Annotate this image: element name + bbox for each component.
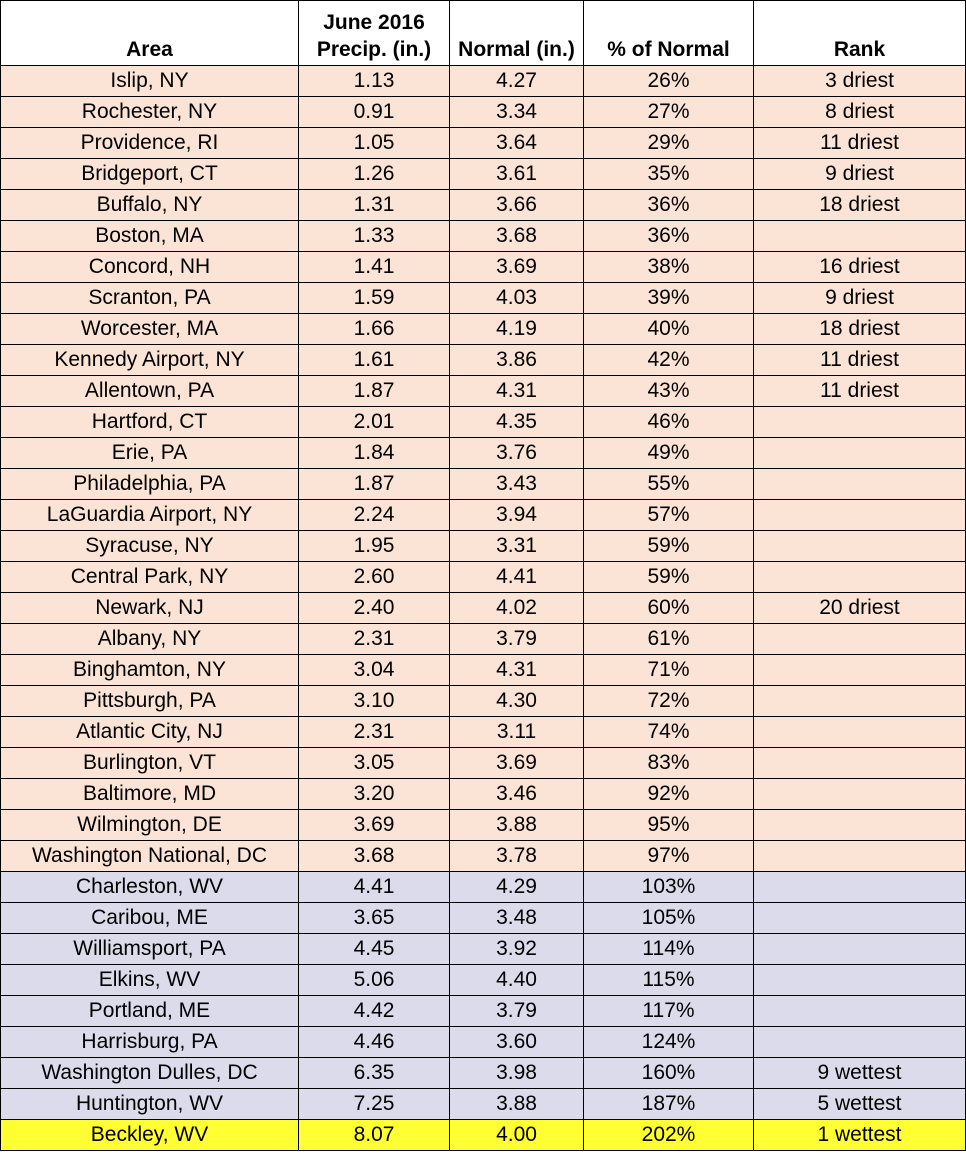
cell-pct: 160% <box>584 1058 754 1089</box>
cell-precip: 1.26 <box>299 159 450 190</box>
cell-pct: 60% <box>584 593 754 624</box>
cell-rank <box>754 903 966 934</box>
table-row <box>1 469 966 500</box>
cell-area: Albany, NY <box>1 624 299 655</box>
cell-precip: 1.95 <box>299 531 450 562</box>
header-rank: Rank <box>754 1 966 66</box>
cell-pct: 38% <box>584 252 754 283</box>
cell-area: Kennedy Airport, NY <box>1 345 299 376</box>
cell-precip: 1.84 <box>299 438 450 469</box>
cell-area: Bridgeport, CT <box>1 159 299 190</box>
cell-normal: 3.88 <box>450 810 584 841</box>
cell-precip: 1.33 <box>299 221 450 252</box>
cell-area: Erie, PA <box>1 438 299 469</box>
cell-precip: 1.41 <box>299 252 450 283</box>
cell-pct: 35% <box>584 159 754 190</box>
table-row <box>1 655 966 686</box>
cell-pct: 72% <box>584 686 754 717</box>
cell-rank: 9 wettest <box>754 1058 966 1089</box>
cell-normal: 3.88 <box>450 1089 584 1120</box>
cell-area: Concord, NH <box>1 252 299 283</box>
cell-rank: 5 wettest <box>754 1089 966 1120</box>
cell-rank <box>754 686 966 717</box>
cell-area: Burlington, VT <box>1 748 299 779</box>
cell-normal: 3.79 <box>450 996 584 1027</box>
cell-normal: 3.69 <box>450 748 584 779</box>
cell-pct: 27% <box>584 97 754 128</box>
table-row <box>1 159 966 190</box>
cell-rank <box>754 407 966 438</box>
table-row <box>1 562 966 593</box>
cell-precip: 3.04 <box>299 655 450 686</box>
cell-precip: 2.60 <box>299 562 450 593</box>
cell-rank <box>754 500 966 531</box>
cell-normal: 4.00 <box>450 1120 584 1151</box>
cell-precip: 3.68 <box>299 841 450 872</box>
cell-precip: 1.59 <box>299 283 450 314</box>
cell-rank <box>754 531 966 562</box>
cell-precip: 8.07 <box>299 1120 450 1151</box>
cell-normal: 3.34 <box>450 97 584 128</box>
cell-normal: 3.46 <box>450 779 584 810</box>
cell-area: Atlantic City, NJ <box>1 717 299 748</box>
table-row <box>1 500 966 531</box>
cell-normal: 3.60 <box>450 1027 584 1058</box>
table-row <box>1 810 966 841</box>
cell-pct: 55% <box>584 469 754 500</box>
cell-rank <box>754 965 966 996</box>
cell-normal: 3.31 <box>450 531 584 562</box>
cell-area: Charleston, WV <box>1 872 299 903</box>
cell-rank <box>754 717 966 748</box>
cell-rank <box>754 872 966 903</box>
cell-area: Washington Dulles, DC <box>1 1058 299 1089</box>
cell-normal: 4.31 <box>450 655 584 686</box>
table-row <box>1 1027 966 1058</box>
cell-normal: 3.61 <box>450 159 584 190</box>
cell-pct: 187% <box>584 1089 754 1120</box>
cell-precip: 3.05 <box>299 748 450 779</box>
cell-rank: 18 driest <box>754 314 966 345</box>
cell-pct: 26% <box>584 66 754 97</box>
cell-precip: 1.05 <box>299 128 450 159</box>
cell-area: Central Park, NY <box>1 562 299 593</box>
cell-pct: 46% <box>584 407 754 438</box>
cell-pct: 36% <box>584 190 754 221</box>
table-row <box>1 407 966 438</box>
cell-pct: 114% <box>584 934 754 965</box>
cell-rank: 20 driest <box>754 593 966 624</box>
table-row <box>1 624 966 655</box>
cell-area: Williamsport, PA <box>1 934 299 965</box>
cell-area: Washington National, DC <box>1 841 299 872</box>
cell-normal: 3.79 <box>450 624 584 655</box>
cell-precip: 0.91 <box>299 97 450 128</box>
cell-precip: 1.87 <box>299 376 450 407</box>
cell-area: Caribou, ME <box>1 903 299 934</box>
cell-area: Islip, NY <box>1 66 299 97</box>
cell-normal: 4.02 <box>450 593 584 624</box>
cell-normal: 4.30 <box>450 686 584 717</box>
cell-rank <box>754 810 966 841</box>
header-normal: Normal (in.) <box>450 1 584 66</box>
cell-rank <box>754 438 966 469</box>
cell-pct: 103% <box>584 872 754 903</box>
cell-normal: 3.92 <box>450 934 584 965</box>
cell-pct: 83% <box>584 748 754 779</box>
cell-rank: 16 driest <box>754 252 966 283</box>
cell-precip: 4.42 <box>299 996 450 1027</box>
cell-precip: 1.13 <box>299 66 450 97</box>
cell-precip: 1.87 <box>299 469 450 500</box>
cell-area: Rochester, NY <box>1 97 299 128</box>
cell-precip: 3.20 <box>299 779 450 810</box>
cell-rank: 8 driest <box>754 97 966 128</box>
cell-area: Allentown, PA <box>1 376 299 407</box>
cell-normal: 3.11 <box>450 717 584 748</box>
cell-area: Syracuse, NY <box>1 531 299 562</box>
cell-pct: 57% <box>584 500 754 531</box>
table-row <box>1 748 966 779</box>
cell-normal: 4.31 <box>450 376 584 407</box>
cell-precip: 3.69 <box>299 810 450 841</box>
cell-pct: 202% <box>584 1120 754 1151</box>
table-body <box>1 66 966 1151</box>
cell-precip: 7.25 <box>299 1089 450 1120</box>
cell-rank: 11 driest <box>754 345 966 376</box>
cell-normal: 4.40 <box>450 965 584 996</box>
cell-pct: 92% <box>584 779 754 810</box>
cell-normal: 4.27 <box>450 66 584 97</box>
header-precip-line1: June 2016 <box>323 11 425 34</box>
cell-pct: 117% <box>584 996 754 1027</box>
cell-rank <box>754 562 966 593</box>
cell-pct: 71% <box>584 655 754 686</box>
cell-rank <box>754 748 966 779</box>
cell-normal: 3.48 <box>450 903 584 934</box>
cell-normal: 4.19 <box>450 314 584 345</box>
cell-precip: 4.46 <box>299 1027 450 1058</box>
table-row <box>1 1089 966 1120</box>
cell-normal: 3.69 <box>450 252 584 283</box>
table-row <box>1 66 966 97</box>
cell-pct: 39% <box>584 283 754 314</box>
table-row <box>1 438 966 469</box>
header-precip <box>299 1 450 66</box>
cell-precip: 2.31 <box>299 624 450 655</box>
cell-area: Binghamton, NY <box>1 655 299 686</box>
cell-area: Buffalo, NY <box>1 190 299 221</box>
cell-normal: 3.43 <box>450 469 584 500</box>
cell-pct: 36% <box>584 221 754 252</box>
cell-area: Newark, NJ <box>1 593 299 624</box>
cell-pct: 59% <box>584 562 754 593</box>
cell-precip: 2.40 <box>299 593 450 624</box>
cell-rank: 11 driest <box>754 128 966 159</box>
cell-rank: 3 driest <box>754 66 966 97</box>
cell-area: Worcester, MA <box>1 314 299 345</box>
table-row <box>1 686 966 717</box>
table-row <box>1 996 966 1027</box>
header-row <box>1 1 966 66</box>
cell-area: Hartford, CT <box>1 407 299 438</box>
cell-precip: 2.24 <box>299 500 450 531</box>
cell-area: Boston, MA <box>1 221 299 252</box>
cell-precip: 2.01 <box>299 407 450 438</box>
header-area: Area <box>1 1 299 66</box>
cell-pct: 95% <box>584 810 754 841</box>
cell-normal: 3.98 <box>450 1058 584 1089</box>
cell-area: Providence, RI <box>1 128 299 159</box>
table-row <box>1 965 966 996</box>
table-row <box>1 593 966 624</box>
table-row <box>1 97 966 128</box>
cell-normal: 3.86 <box>450 345 584 376</box>
table-row <box>1 190 966 221</box>
cell-normal: 4.29 <box>450 872 584 903</box>
cell-precip: 6.35 <box>299 1058 450 1089</box>
cell-precip: 5.06 <box>299 965 450 996</box>
table-row <box>1 283 966 314</box>
cell-pct: 43% <box>584 376 754 407</box>
table-row <box>1 841 966 872</box>
cell-precip: 4.45 <box>299 934 450 965</box>
cell-area: Scranton, PA <box>1 283 299 314</box>
cell-area: Portland, ME <box>1 996 299 1027</box>
cell-normal: 4.03 <box>450 283 584 314</box>
cell-rank <box>754 1027 966 1058</box>
table-row <box>1 314 966 345</box>
cell-normal: 3.64 <box>450 128 584 159</box>
table-row <box>1 1058 966 1089</box>
cell-area: Elkins, WV <box>1 965 299 996</box>
cell-rank <box>754 996 966 1027</box>
cell-normal: 3.68 <box>450 221 584 252</box>
cell-pct: 115% <box>584 965 754 996</box>
cell-normal: 3.66 <box>450 190 584 221</box>
cell-precip: 4.41 <box>299 872 450 903</box>
table-row <box>1 903 966 934</box>
table-row <box>1 872 966 903</box>
cell-pct: 59% <box>584 531 754 562</box>
table-row <box>1 779 966 810</box>
cell-precip: 3.65 <box>299 903 450 934</box>
cell-normal: 3.78 <box>450 841 584 872</box>
cell-rank <box>754 221 966 252</box>
table-row <box>1 1120 966 1151</box>
cell-area: Philadelphia, PA <box>1 469 299 500</box>
cell-area: Baltimore, MD <box>1 779 299 810</box>
cell-precip: 1.31 <box>299 190 450 221</box>
cell-area: Huntington, WV <box>1 1089 299 1120</box>
table-row <box>1 345 966 376</box>
cell-rank <box>754 469 966 500</box>
cell-rank: 9 driest <box>754 283 966 314</box>
cell-rank: 11 driest <box>754 376 966 407</box>
table-row <box>1 221 966 252</box>
cell-rank <box>754 655 966 686</box>
cell-pct: 40% <box>584 314 754 345</box>
cell-rank <box>754 624 966 655</box>
cell-rank: 9 driest <box>754 159 966 190</box>
cell-normal: 3.94 <box>450 500 584 531</box>
cell-area: LaGuardia Airport, NY <box>1 500 299 531</box>
cell-pct: 49% <box>584 438 754 469</box>
table-row <box>1 717 966 748</box>
cell-rank <box>754 934 966 965</box>
cell-precip: 3.10 <box>299 686 450 717</box>
cell-precip: 1.66 <box>299 314 450 345</box>
cell-area: Harrisburg, PA <box>1 1027 299 1058</box>
cell-precip: 2.31 <box>299 717 450 748</box>
table-row <box>1 252 966 283</box>
cell-pct: 42% <box>584 345 754 376</box>
header-precip-line2: Precip. (in.) <box>316 38 432 61</box>
cell-precip: 1.61 <box>299 345 450 376</box>
cell-pct: 74% <box>584 717 754 748</box>
cell-pct: 97% <box>584 841 754 872</box>
cell-pct: 29% <box>584 128 754 159</box>
table-row <box>1 934 966 965</box>
table-row <box>1 128 966 159</box>
header-pct: % of Normal <box>584 1 754 66</box>
cell-normal: 4.41 <box>450 562 584 593</box>
cell-area: Beckley, WV <box>1 1120 299 1151</box>
cell-normal: 4.35 <box>450 407 584 438</box>
table-row <box>1 376 966 407</box>
cell-pct: 105% <box>584 903 754 934</box>
cell-pct: 124% <box>584 1027 754 1058</box>
cell-area: Wilmington, DE <box>1 810 299 841</box>
cell-rank: 1 wettest <box>754 1120 966 1151</box>
cell-rank <box>754 779 966 810</box>
cell-pct: 61% <box>584 624 754 655</box>
cell-rank <box>754 841 966 872</box>
cell-rank: 18 driest <box>754 190 966 221</box>
cell-area: Pittsburgh, PA <box>1 686 299 717</box>
cell-normal: 3.76 <box>450 438 584 469</box>
table-row <box>1 531 966 562</box>
